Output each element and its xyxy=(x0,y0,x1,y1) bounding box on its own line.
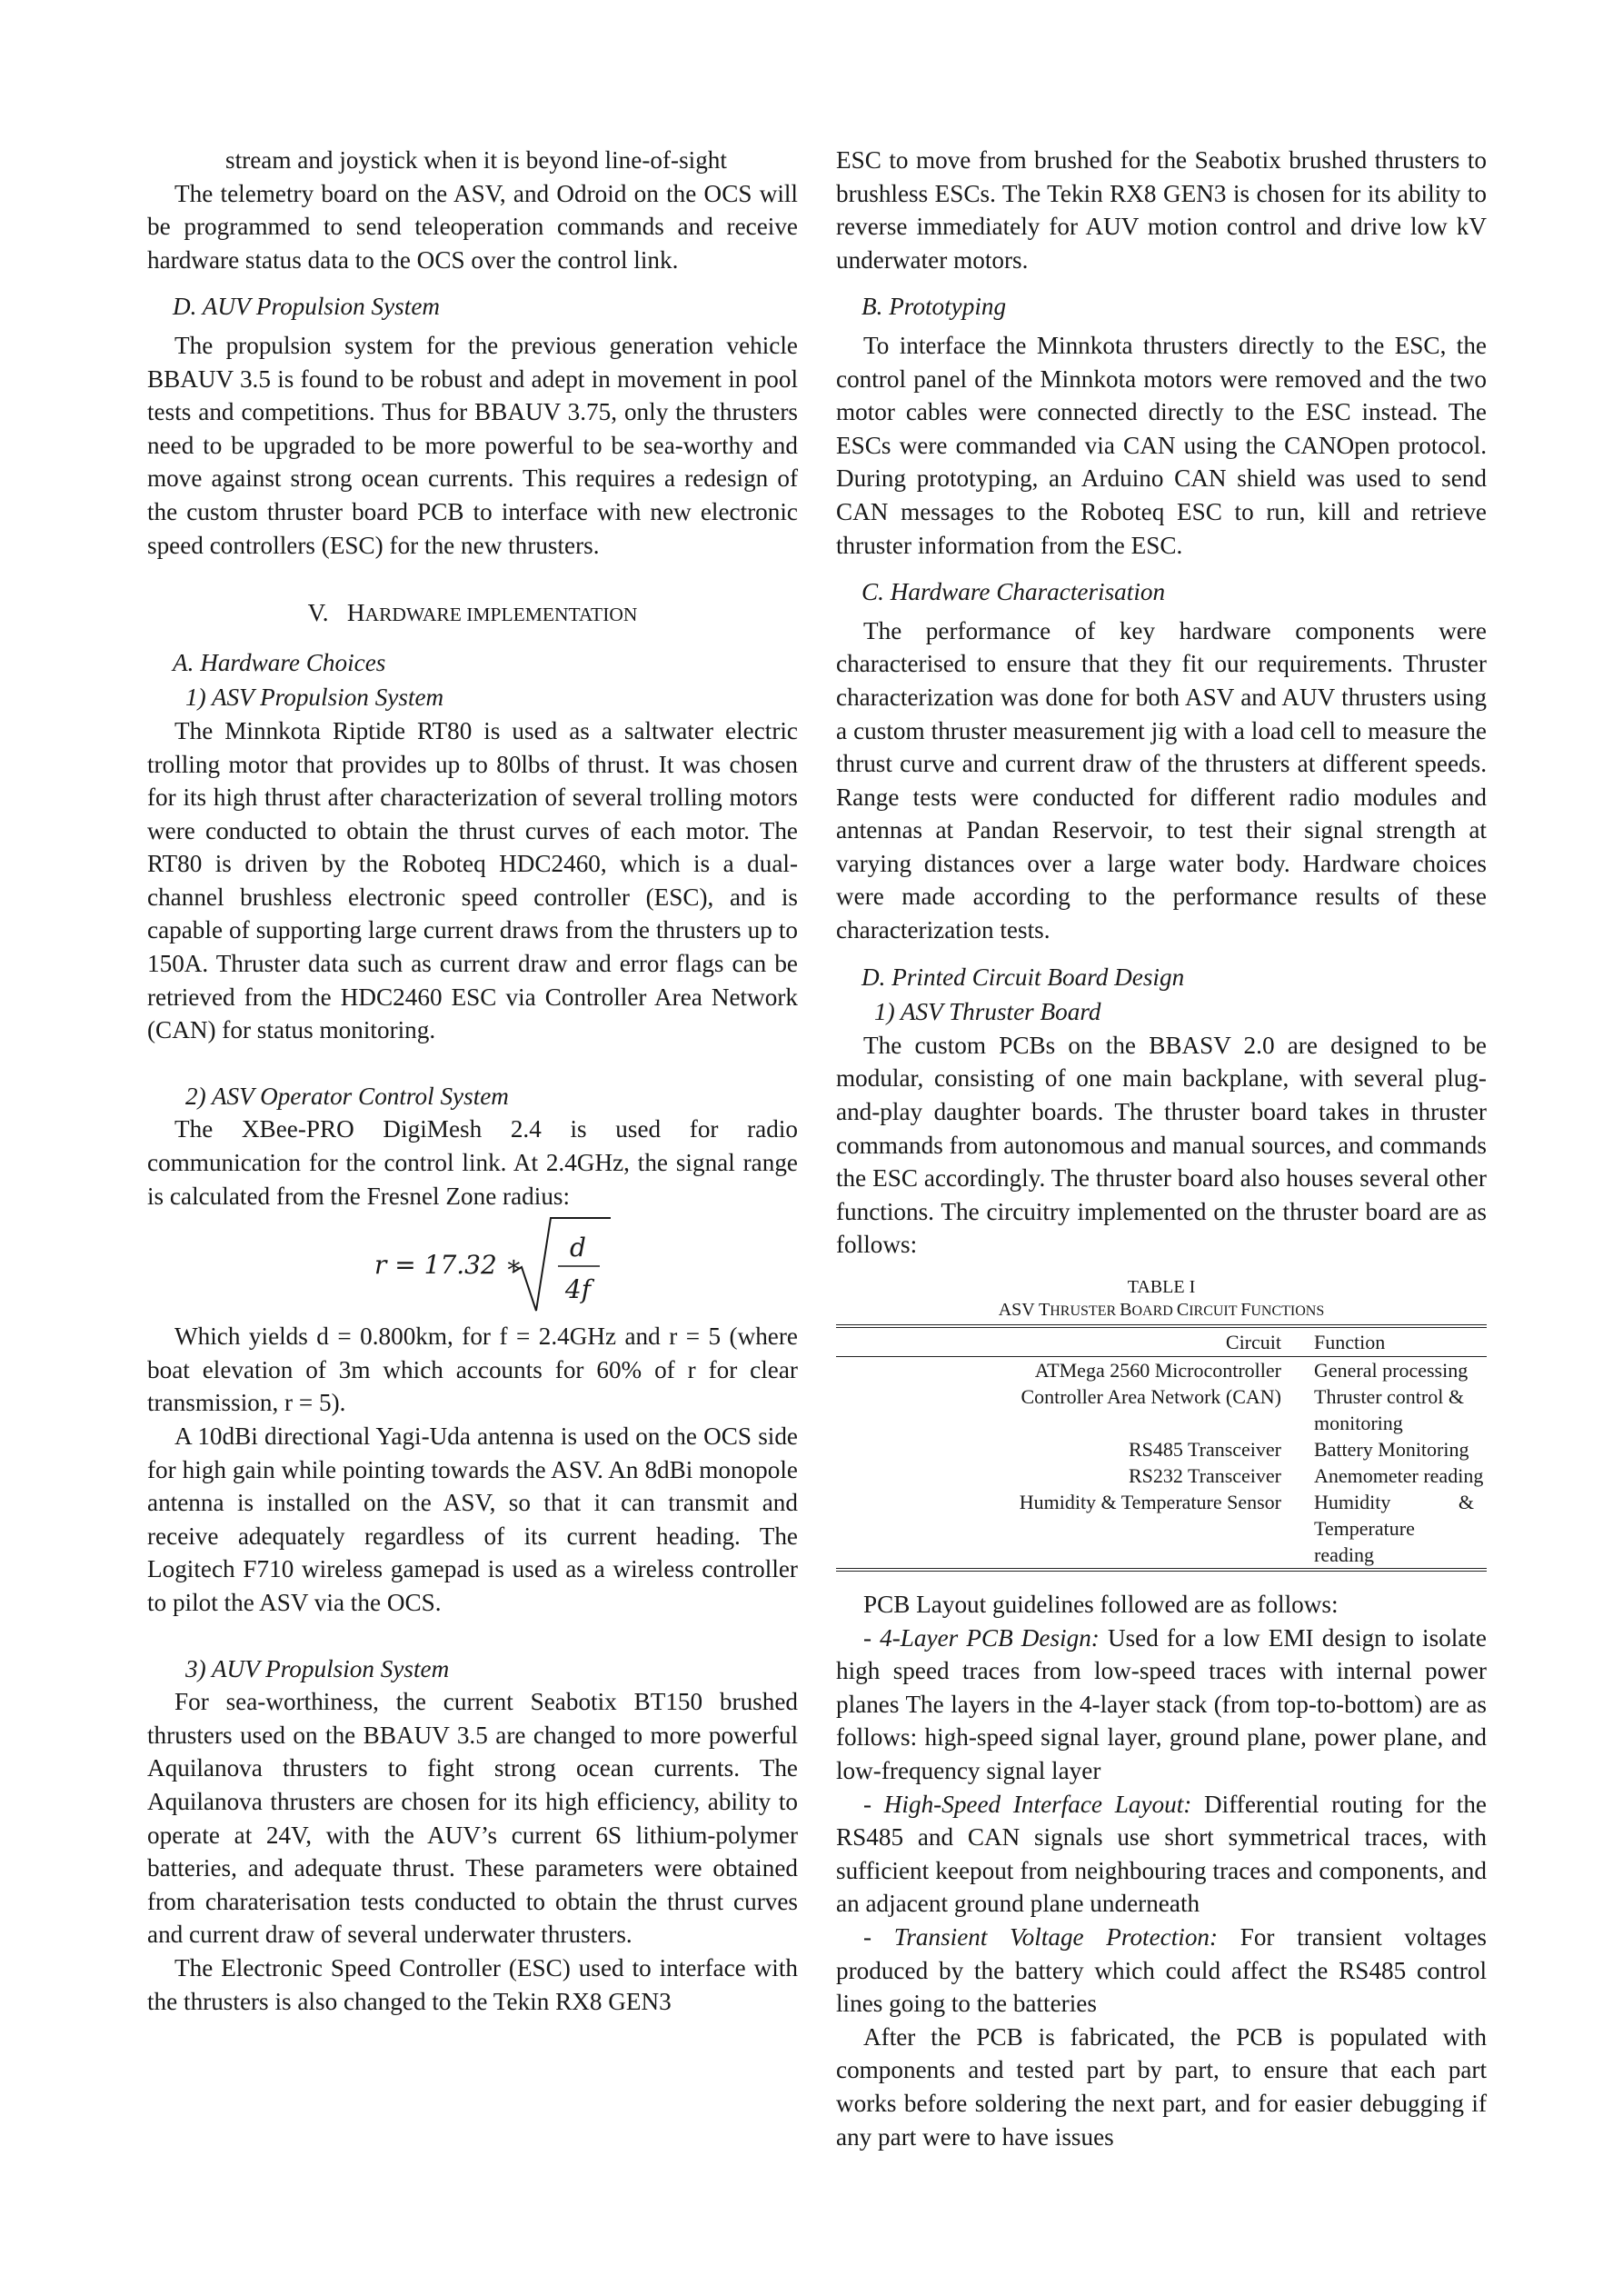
section-title-initial: H xyxy=(346,599,365,627)
guideline-title: 4-Layer PCB Design: xyxy=(880,1623,1100,1652)
paragraph: The XBee-PRO DigiMesh 2.4 is used for radio communication for the control link. At 2.4GHz, the signal range is calculated from the Fresnel Zone radius: xyxy=(147,1115,798,1210)
guideline-item: - 4-Layer PCB Design: Used for a low EMI design to isolate high speed traces from low-speed traces with internal power planes The layers in the 4-layer stack (from top-to-bottom) are as follows: high-speed signal layer, ground plane, power plane, and low-frequency signal layer xyxy=(836,1623,1487,1784)
subsection-heading: D. Printed Circuit Board Design xyxy=(861,963,1185,991)
subsubsection-heading: 3) AUV Propulsion System xyxy=(185,1654,450,1682)
section-heading xyxy=(147,596,798,632)
table-cell: Controller Area Network (CAN) xyxy=(1021,1385,1281,1408)
table-cell: Thruster control & monitoring xyxy=(1314,1385,1464,1434)
paragraph: The Minnkota Riptide RT80 is used as a saltwater electric trolling motor that provides up to 80lbs of thrust. It was chosen for its high thrust after characterization of several trolling motors were conducted to obtain the thrust curves of each motor. The RT80 is driven by the Roboteq HDC2460, which is a dual-channel brushless electronic speed controller (ESC), and is capable of supporting large current draws from the thrusters up to 150A. Thruster data such as current draw and error flags can be retrieved from the HDC2460 ESC via Controller Area Network (CAN) for status monitoring. xyxy=(147,716,798,1044)
guideline-item: - High-Speed Interface Layout: Differential routing for the RS485 and CAN signals use short symmetrical traces, with sufficient keepout from neighbouring traces and components, and an adjacent ground plane underneath xyxy=(836,1790,1487,1918)
table-cell: Humidity & Temperature Sensor xyxy=(1019,1491,1281,1513)
table-cell: Anemometer reading xyxy=(1314,1464,1484,1487)
paragraph: PCB Layout guidelines followed are as follows: xyxy=(863,1591,1339,1618)
table-title: ASV THRUSTER BOARD CIRCUIT FUNCTIONS xyxy=(998,1300,1325,1320)
table-label: TABLE I xyxy=(1127,1277,1196,1297)
subsubsection-heading: 1) ASV Thruster Board xyxy=(874,998,1101,1026)
paragraph: stream and joystick when it is beyond line-of-sight xyxy=(225,146,727,174)
table-cell: RS232 Transceiver xyxy=(1128,1464,1281,1487)
equation-lhs: r = 17.32 ∗ xyxy=(374,1250,523,1281)
table-cell: Humidity & Temperature reading xyxy=(1314,1491,1474,1566)
subsection-heading: B. Prototyping xyxy=(861,293,1007,321)
table-row xyxy=(836,1489,1487,1570)
table-row xyxy=(836,1357,1487,1384)
table-row xyxy=(836,1436,1487,1462)
paragraph: The custom PCBs on the BBASV 2.0 are designed to be modular, consisting of one main backplane, with several plug-and-play daughter boards. The thruster board takes in thruster commands from autonomous and manual sources, and commands the ESC accordingly. The thruster board also houses several other functions. The circuitry implemented on the thruster board are as follows: xyxy=(836,1031,1487,1259)
paragraph: A 10dBi directional Yagi-Uda antenna is used on the OCS side for high gain while pointing towards the ASV. An 8dBi monopole antenna is installed on the ASV, so that it can transmit and receive adequately regardless of its current heading. The Logitech F710 wireless gamepad is used as a wireless controller to pilot the ASV via the OCS. xyxy=(147,1423,798,1616)
subsection-heading: A. Hardware Choices xyxy=(173,648,386,676)
guideline-title: High-Speed Interface Layout: xyxy=(883,1790,1192,1818)
guideline-item: - Transient Voltage Protection: For transient voltages produced by the battery which could affect the RS485 control lines going to the batteries xyxy=(836,1922,1487,2018)
column-header: Function xyxy=(1296,1326,1487,1357)
equation-numerator: d xyxy=(570,1233,586,1263)
section-title-rest: ARDWARE IMPLEMENTATION xyxy=(364,604,638,626)
paragraph: The Electronic Speed Controller (ESC) used to interface with the thrusters is also changed to the Tekin RX8 GEN3 xyxy=(147,1953,798,2015)
circuit-functions-table xyxy=(836,1276,1487,1572)
subsubsection-heading: 1) ASV Propulsion System xyxy=(185,684,444,712)
square-root-sign xyxy=(511,1216,620,1313)
paragraph: To interface the Minnkota thrusters directly to the ESC, the control panel of the Minnkota motors were removed and the two motor cables were connected directly to the ESC instead. The ESCs were commanded via CAN using the CANOpen protocol. During prototyping, an Arduino CAN shield was used to send CAN messages to the Roboteq ESC to run, kill and retrieve thruster information from the ESC. xyxy=(836,331,1487,559)
table-row xyxy=(836,1462,1487,1489)
right-column xyxy=(836,144,1487,2153)
guideline-title: Transient Voltage Protection: xyxy=(893,1922,1219,1951)
table-cell: General processing xyxy=(1314,1359,1469,1382)
paragraph: After the PCB is fabricated, the PCB is populated with components and tested part by part, to ensure that each part works before soldering the next part, and for easier debugging if any part were to have issues xyxy=(836,2022,1487,2151)
paragraph: ESC to move from brushed for the Seabotix brushed thrusters to brushless ESCs. The Tekin RX8 GEN3 is chosen for its ability to reverse immediately for AUV motion control and drive low kV underwater motors. xyxy=(836,146,1487,274)
equation-denominator: 4f xyxy=(564,1274,592,1305)
paragraph: Which yields d = 0.800km, for f = 2.4GHz and r = 5 (where boat elevation of 3m which accounts for 60% of r for clear transmission, r = 5). xyxy=(147,1323,798,1417)
table-header-row xyxy=(836,1326,1487,1357)
section-number: V. xyxy=(307,599,329,627)
left-column xyxy=(147,144,798,2018)
paragraph: The propulsion system for the previous generation vehicle BBAUV 3.5 is found to be robust and adept in movement in pool tests and competitions. Thus for BBAUV 3.75, only the thrusters need to be upgraded to be more powerful to be sea-worthy and move against strong ocean currents. This requires a redesign of the custom thruster board PCB to interface with new electronic speed controllers (ESC) for the new thrusters. xyxy=(147,331,798,559)
subsubsection-heading: 2) ASV Operator Control System xyxy=(185,1082,509,1110)
table-cell: Battery Monitoring xyxy=(1314,1438,1469,1461)
paragraph: The telemetry board on the ASV, and Odroid on the OCS will be programmed to send teleoperation commands and receive hardware status data to the OCS over the control link. xyxy=(147,179,798,274)
table-row xyxy=(836,1383,1487,1436)
subsection-heading: C. Hardware Characterisation xyxy=(861,578,1166,606)
table-cell: RS485 Transceiver xyxy=(1128,1438,1281,1461)
column-header: Circuit xyxy=(836,1326,1296,1357)
paragraph: For sea-worthiness, the current Seabotix BT150 brushed thrusters used on the BBAUV 3.5 are changed to more powerful Aquilanova thrusters to fight strong ocean currents. The Aquilanova thrusters are chosen for its high efficiency, ability to operate at 24V, with the AUV’s current 6S lithium-polymer batteries, and adequate thrust. These parameters were obtained from charaterisation tests conducted to obtain the thrust curves and current draw of several underwater thrusters. xyxy=(147,1688,798,1949)
table xyxy=(836,1324,1487,1572)
table-cell: ATMega 2560 Microcontroller xyxy=(1034,1359,1281,1382)
paragraph: The performance of key hardware components were characterised to ensure that they fit our requirements. Thruster characterization was done for both ASV and AUV thrusters using a custom thruster measurement jig with a load cell to measure the thrust curve and current draw of the thrusters at different speeds. Range tests were conducted for different radio modules and antennas at Pandan Reservoir, to test their signal strength at varying distances over a large water body. Hardware choices were made according to the performance results of these characterization tests. xyxy=(836,616,1487,944)
fresnel-equation xyxy=(147,1216,798,1314)
subsection-heading: D. AUV Propulsion System xyxy=(173,293,441,321)
